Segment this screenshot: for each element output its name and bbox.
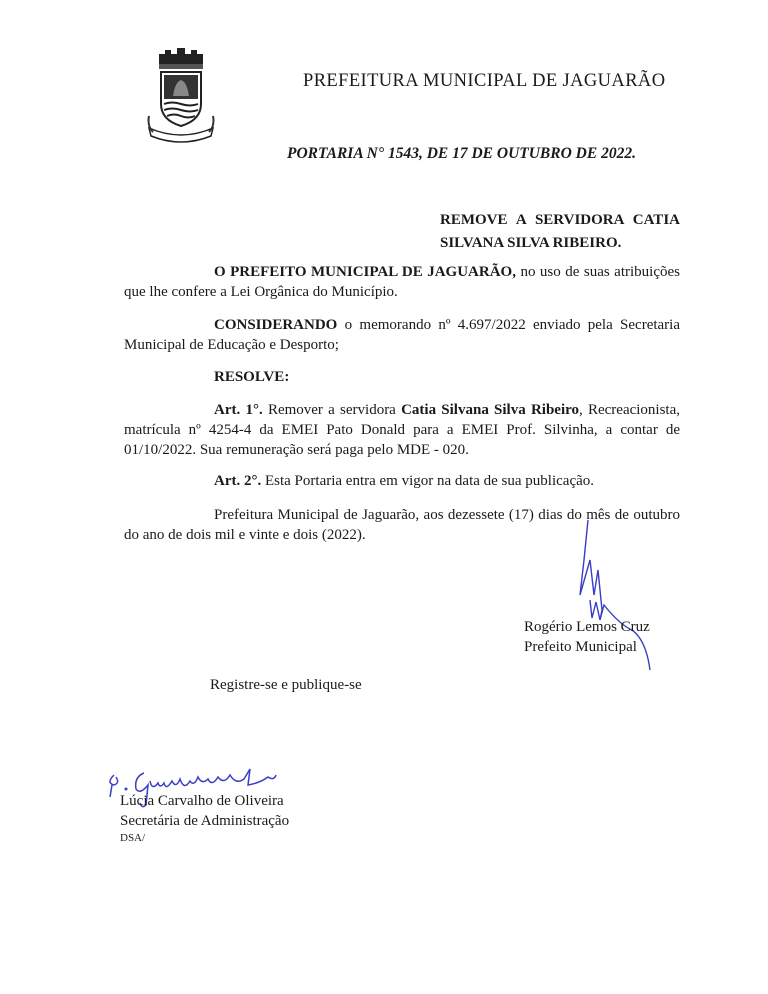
- paragraph-art1: [124, 400, 680, 460]
- secretary-role: Secretária de Administração: [120, 813, 290, 829]
- ementa: [440, 209, 680, 255]
- mayor-signature-block: [524, 617, 650, 657]
- organization-heading: PREFEITURA MUNICIPAL DE JAGUARÃO: [303, 71, 666, 91]
- secretary-name: Lúcia Carvalho de Oliveira: [120, 793, 284, 809]
- art1-name: Catia Silvana Silva Ribeiro: [401, 402, 579, 418]
- secretary-signature-block: [120, 791, 289, 831]
- preamble-bold: O PREFEITO MUNICIPAL DE JAGUARÃO,: [214, 264, 516, 280]
- art2-text: Esta Portaria entra em vigor na data de sua publicação.: [261, 473, 595, 489]
- art1-text-b: , Recreacionista, matrícula nº 4254-4 da EMEI Pato Donald para a EMEI Prof. Silvinha, a contar de 01/10/2022. Sua remuneração será paga pelo MDE - 020.: [124, 402, 681, 458]
- mayor-name: Rogério Lemos Cruz: [524, 619, 650, 635]
- registre-publique: Registre-se e publique-se: [210, 677, 362, 693]
- considerando-bold: CONSIDERANDO: [214, 317, 338, 333]
- closing-text: Prefeitura Municipal de Jaguarão, aos dezessete (17) dias do mês de outubro do ano de dois mil e vinte e dois (2022).: [124, 507, 680, 543]
- art1-text-a: Remover a servidora: [262, 402, 402, 418]
- art2-label: Art. 2°.: [214, 473, 262, 489]
- art1-label: Art. 1°.: [214, 402, 263, 418]
- ementa-line-1: REMOVE A SERVIDORA CATIA: [440, 212, 680, 228]
- resolve-heading: [124, 367, 680, 387]
- preamble-text: no uso de suas atribuições que lhe confere a Lei Orgânica do Município.: [124, 264, 680, 300]
- reference-code: DSA/: [120, 832, 146, 844]
- paragraph-considerando: [124, 315, 680, 355]
- considerando-text: o memorando nº 4.697/2022 enviado pela Secretaria Municipal de Educação e Desporto;: [124, 317, 680, 353]
- mayor-role: Prefeito Municipal: [524, 639, 637, 655]
- paragraph-art2: [124, 471, 680, 491]
- ementa-line-2: SILVANA SILVA RIBEIRO.: [440, 235, 622, 251]
- municipal-crest-logo: [145, 46, 217, 146]
- resolve-label: RESOLVE:: [214, 369, 290, 385]
- paragraph-preamble: [124, 262, 680, 302]
- document-title: PORTARIA N° 1543, DE 17 DE OUTUBRO DE 2022.: [287, 145, 636, 162]
